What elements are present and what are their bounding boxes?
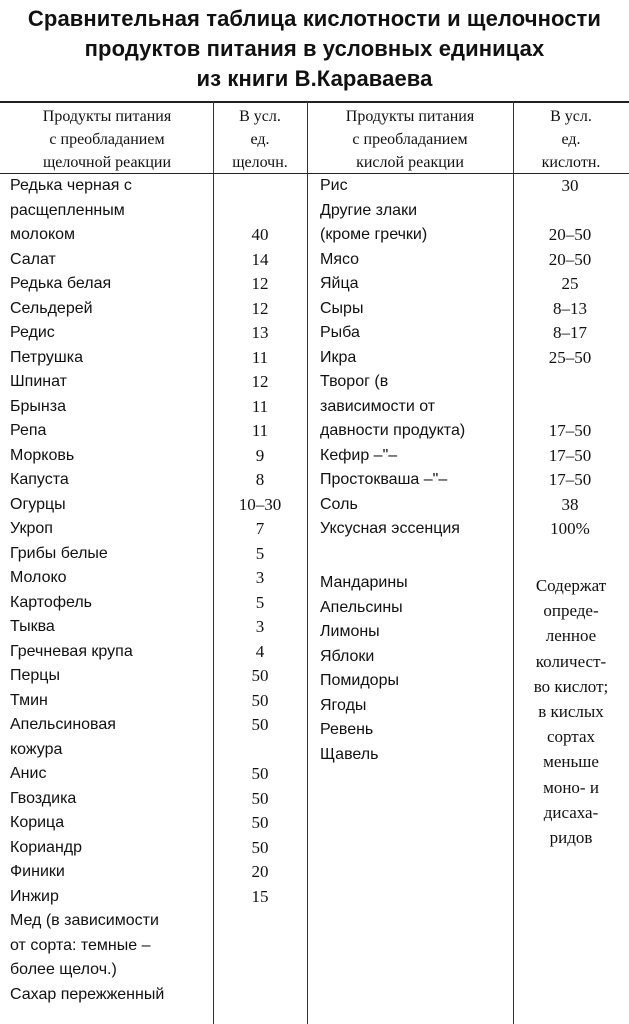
fruits-note-line: ленное	[545, 626, 597, 646]
acid-product-value: 8–17	[553, 323, 587, 342]
alkaline-product-name: Анис	[10, 765, 47, 782]
acid-products-column	[320, 174, 510, 542]
alkaline-product-value: 40	[251, 225, 269, 244]
fruits-note-line: меньше	[543, 752, 599, 772]
acid-product-name: Другие злаки	[320, 201, 417, 219]
alkaline-product-name: Кориандр	[10, 838, 83, 856]
header-acid-units: В усл. ед. кислотн.	[541, 108, 601, 171]
alkaline-product-value: 11	[251, 347, 269, 367]
title-line-3: из книги В.Караваева	[196, 66, 433, 91]
acid-product-name: Икра	[320, 348, 357, 366]
alkaline-product-value	[214, 958, 306, 983]
alkaline-product-name: расщепленным	[10, 201, 125, 219]
alkaline-product-value: 11	[251, 396, 269, 416]
acid-product-value: 17–50	[548, 470, 592, 489]
alkaline-product-name: Укроп	[10, 520, 53, 537]
acid-product-value: 30	[561, 176, 579, 195]
fruit-name: Ягоды	[320, 696, 367, 714]
acid-product-value: 100%	[550, 519, 590, 538]
alkaline-product-name: более щелоч.)	[10, 961, 117, 978]
alkaline-products-column	[10, 174, 210, 1007]
fruits-note-line: Содержат	[535, 576, 607, 595]
acid-product-value: 8–13	[553, 298, 587, 318]
fruits-note-line: во кислот;	[533, 676, 609, 696]
fruits-note-line: моно- и	[543, 777, 599, 797]
alkaline-product-name: кожура	[10, 740, 63, 758]
alkaline-product-name: Сахар пережженный	[10, 985, 165, 1003]
alkaline-product-value: 12	[251, 274, 269, 293]
header-alkaline-products: Продукты питания с преобладанием щелочной реакции	[42, 108, 172, 171]
alkaline-product-name: Огурцы	[10, 495, 66, 513]
acid-product-value: 25	[561, 274, 579, 293]
alkaline-product-name: Тыква	[10, 618, 55, 635]
fruits-note-line: в кислых	[538, 701, 604, 721]
alkaline-product-value: 50	[251, 715, 269, 734]
alkaline-product-name: Шпинат	[10, 373, 67, 390]
alkaline-product-value	[214, 174, 306, 199]
alkaline-product-name: Редька белая	[10, 275, 112, 292]
alkaline-product-name: Грибы белые	[10, 544, 108, 562]
column-divider-2	[307, 101, 308, 1024]
acid-product-value: 17–50	[548, 445, 592, 465]
acid-product-name: Рыба	[320, 324, 360, 341]
alkaline-product-value: 50	[251, 813, 269, 832]
alkaline-product-name: Сельдерей	[10, 299, 93, 317]
acid-product-value: 20–50	[548, 225, 592, 244]
acid-product-name: давности продукта)	[320, 422, 466, 439]
alkaline-product-value: 15	[251, 886, 269, 906]
alkaline-product-value: 50	[251, 788, 269, 808]
acid-product-name: Мясо	[320, 250, 360, 268]
alkaline-product-value	[214, 738, 306, 763]
acid-product-value	[514, 199, 626, 224]
fruits-note-line: количест-	[535, 651, 607, 671]
alkaline-product-value	[214, 199, 306, 224]
acid-product-name: Творог (в	[320, 373, 389, 390]
alkaline-product-name: Апельсиновая	[10, 716, 116, 733]
fruits-note-column	[514, 573, 628, 850]
acid-product-value: 25–50	[548, 347, 592, 367]
alkaline-product-value: 12	[251, 298, 269, 318]
fruits-note-line: дисаха-	[543, 802, 599, 822]
alkaline-product-name: Корица	[10, 814, 65, 831]
alkaline-product-name: Картофель	[10, 593, 93, 611]
alkaline-product-name: Молоко	[10, 569, 67, 586]
acid-product-value: 17–50	[548, 421, 592, 440]
alkaline-product-name: Редька черная с	[10, 177, 132, 194]
alkaline-product-name: Брынза	[10, 397, 66, 415]
alkaline-product-name: Морковь	[10, 446, 75, 464]
alkaline-product-value: 4	[255, 641, 265, 661]
acid-product-name: Уксусная эссенция	[320, 520, 460, 537]
alkaline-product-value: 20	[251, 862, 269, 881]
acid-product-name: зависимости от	[320, 397, 436, 415]
alkaline-product-name: Финики	[10, 863, 65, 880]
acid-product-name: Яйца	[320, 275, 359, 292]
fruit-name: Лимоны	[320, 623, 380, 640]
alkaline-product-name: Редис	[10, 324, 55, 341]
alkaline-product-name: Гречневая крупа	[10, 642, 133, 660]
fruit-name: Помидоры	[320, 672, 399, 689]
alkaline-product-value: 8	[255, 470, 265, 489]
fruits-note-line: ридов	[549, 827, 593, 847]
alkaline-product-value: 3	[255, 617, 265, 636]
alkaline-product-name: молоком	[10, 226, 76, 243]
alkaline-product-value	[214, 983, 306, 1008]
alkaline-product-value: 50	[251, 764, 269, 783]
acid-product-name: Простокваша –"–	[320, 471, 448, 488]
alkaline-product-value: 5	[255, 543, 265, 563]
alkaline-product-value: 13	[251, 323, 269, 342]
alkaline-values-column	[214, 174, 306, 1007]
alkaline-product-name: Петрушка	[10, 348, 83, 366]
alkaline-product-value: 7	[255, 519, 265, 538]
fruit-name: Мандарины	[320, 574, 408, 591]
acid-product-value	[514, 395, 626, 420]
acid-product-name: Соль	[320, 495, 358, 513]
alkaline-product-value: 14	[251, 249, 269, 269]
alkaline-product-name: Капуста	[10, 471, 69, 488]
acid-values-column	[514, 174, 626, 542]
alkaline-product-value: 10–30	[238, 494, 282, 514]
fruit-name: Щавель	[320, 745, 379, 763]
acid-product-value: 20–50	[548, 249, 592, 269]
fruit-name: Яблоки	[320, 647, 375, 665]
alkaline-product-value: 50	[251, 666, 269, 685]
alkaline-product-value: 3	[255, 568, 265, 587]
fruits-column	[320, 571, 510, 767]
fruits-note-line: сортах	[546, 727, 595, 747]
alkaline-product-name: Мед (в зависимости	[10, 912, 159, 929]
alkaline-product-value: 12	[251, 372, 269, 391]
alkaline-product-name: Гвоздика	[10, 789, 77, 807]
alkaline-product-name: Салат	[10, 250, 56, 268]
title-line-1: Сравнительная таблица кислотности и щелочности	[27, 6, 602, 31]
acid-product-name: Рис	[320, 177, 348, 194]
title-line-2: продуктов питания в условных единицах	[84, 36, 545, 61]
alkaline-product-value: 11	[251, 421, 269, 440]
acid-product-value	[514, 370, 626, 395]
alkaline-product-value: 50	[251, 690, 269, 710]
fruit-name: Ревень	[320, 721, 374, 738]
alkaline-product-value: 50	[251, 837, 269, 857]
fruit-name: Апельсины	[320, 598, 403, 616]
header-acid-products: Продукты питания с преобладанием кислой реакции	[345, 108, 475, 171]
alkaline-product-value	[214, 934, 306, 959]
acid-product-name: (кроме гречки)	[320, 226, 428, 243]
alkaline-product-value: 9	[255, 445, 265, 465]
page-title	[0, 4, 629, 94]
table-top-rule	[0, 101, 629, 103]
acid-product-value: 38	[561, 494, 579, 514]
acid-product-name: Кефир –"–	[320, 446, 398, 464]
alkaline-product-name: Репа	[10, 422, 47, 439]
header-alkaline-units: В усл. ед. щелочн.	[232, 108, 288, 171]
alkaline-product-name: Тмин	[10, 691, 48, 709]
fruits-note-line: опреде-	[543, 601, 599, 621]
alkaline-product-name: Инжир	[10, 887, 59, 905]
alkaline-product-value	[214, 909, 306, 934]
alkaline-product-name: Перцы	[10, 667, 60, 684]
comparison-table	[0, 101, 629, 1024]
alkaline-product-value: 5	[255, 592, 265, 612]
alkaline-product-name: от сорта: темные –	[10, 936, 151, 954]
acid-product-name: Сыры	[320, 299, 364, 317]
